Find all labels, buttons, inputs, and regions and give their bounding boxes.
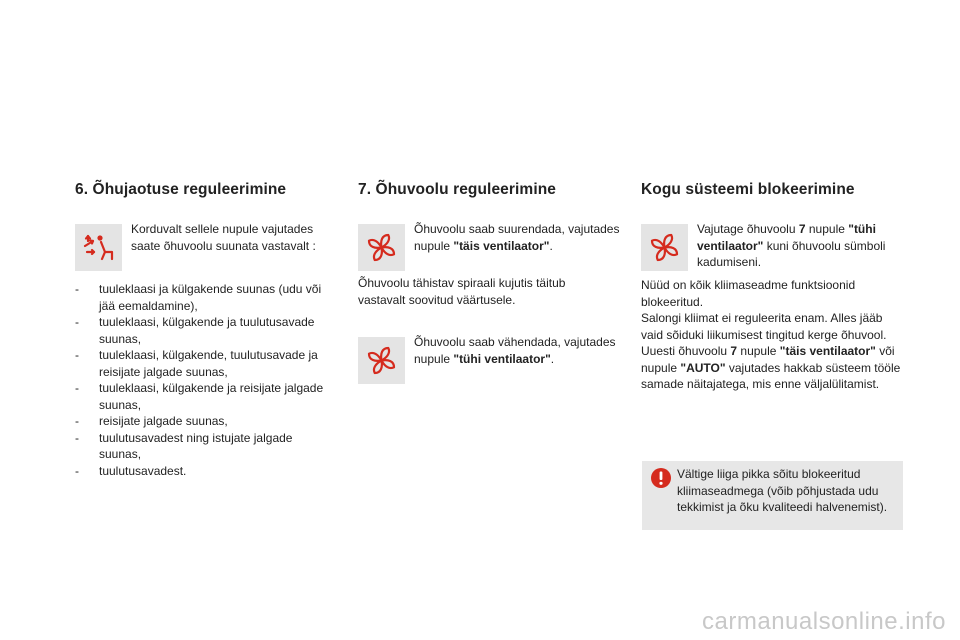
air-distribution-icon xyxy=(75,224,122,271)
list-item: - tuuleklaasi ja külgakende suunas (udu või jää eemaldamine), xyxy=(75,282,322,313)
list-item: - tuulutusavadest ning istujate jalgade suunas, xyxy=(75,430,293,461)
fan-icon xyxy=(641,224,688,271)
section-6-title: 6. Õhujaotuse reguleerimine xyxy=(75,181,287,198)
lock-instruction: Vajutage õhuvoolu 7 nupule "tühi ventilaator" kuni õhuvoolu sümboli kadumiseni. xyxy=(697,222,886,269)
list-item: - tuuleklaasi, külgakende ja tuulutusavade suunas, xyxy=(75,315,315,346)
system-lock-title: Kogu süsteemi blokeerimine xyxy=(641,181,855,198)
lock-description: Nüüd on kõik kliimaseadme funktsioonid blokeeritud. Salongi kliimat ei reguleerita enam. Alles jääb vaid sõiduki liikumisest tingitud kerge õhuvool. Uuesti õhuvoolu 7 nupule "täis ventilaator" või nupule "AUTO" vajutades hakkab süsteem tööle samade näitajatega, mis enne väljalülitamist. xyxy=(641,278,901,391)
watermark: carmanualsonline.info xyxy=(702,608,946,635)
empty-fan-label: "tühi ventilaator" xyxy=(453,351,551,366)
warning-exclamation-icon xyxy=(650,467,672,489)
fan-increase-text: Õhuvoolu saab suurendada, vajutades nupule "täis ventilaator". xyxy=(414,222,620,253)
list-item: - reisijate jalgade suunas, xyxy=(75,414,228,428)
full-fan-label: "täis ventilaator" xyxy=(453,238,550,253)
fan-icon xyxy=(358,337,405,384)
fan-decrease-text: Õhuvoolu saab vähendada, vajutades nupule "tühi ventilaator". xyxy=(414,335,616,366)
fan-indicator-text: Õhuvoolu tähistav spiraali kujutis täitub vastavalt soovitud väärtusele. xyxy=(358,276,566,307)
warning-text: Vältige liiga pikka sõitu blokeeritud kliimaseadmega (võib põhjustada udu tekkimist ja õku kvaliteedi halvenemist). xyxy=(677,467,888,514)
section-6-intro: Korduvalt sellele nupule vajutades saate õhuvoolu suunata vastavalt : xyxy=(131,222,316,253)
list-item: - tuuleklaasi, külgakende ja reisijate jalgade suunas, xyxy=(75,381,324,412)
section-7-title: 7. Õhuvoolu reguleerimine xyxy=(358,181,557,198)
fan-icon xyxy=(358,224,405,271)
air-direction-list xyxy=(75,281,337,479)
list-item: - tuulutusavadest. xyxy=(75,463,187,478)
list-item: - tuuleklaasi, külgakende, tuulutusavade ja reisijate jalgade suunas, xyxy=(75,348,318,379)
warning-box xyxy=(642,461,903,530)
